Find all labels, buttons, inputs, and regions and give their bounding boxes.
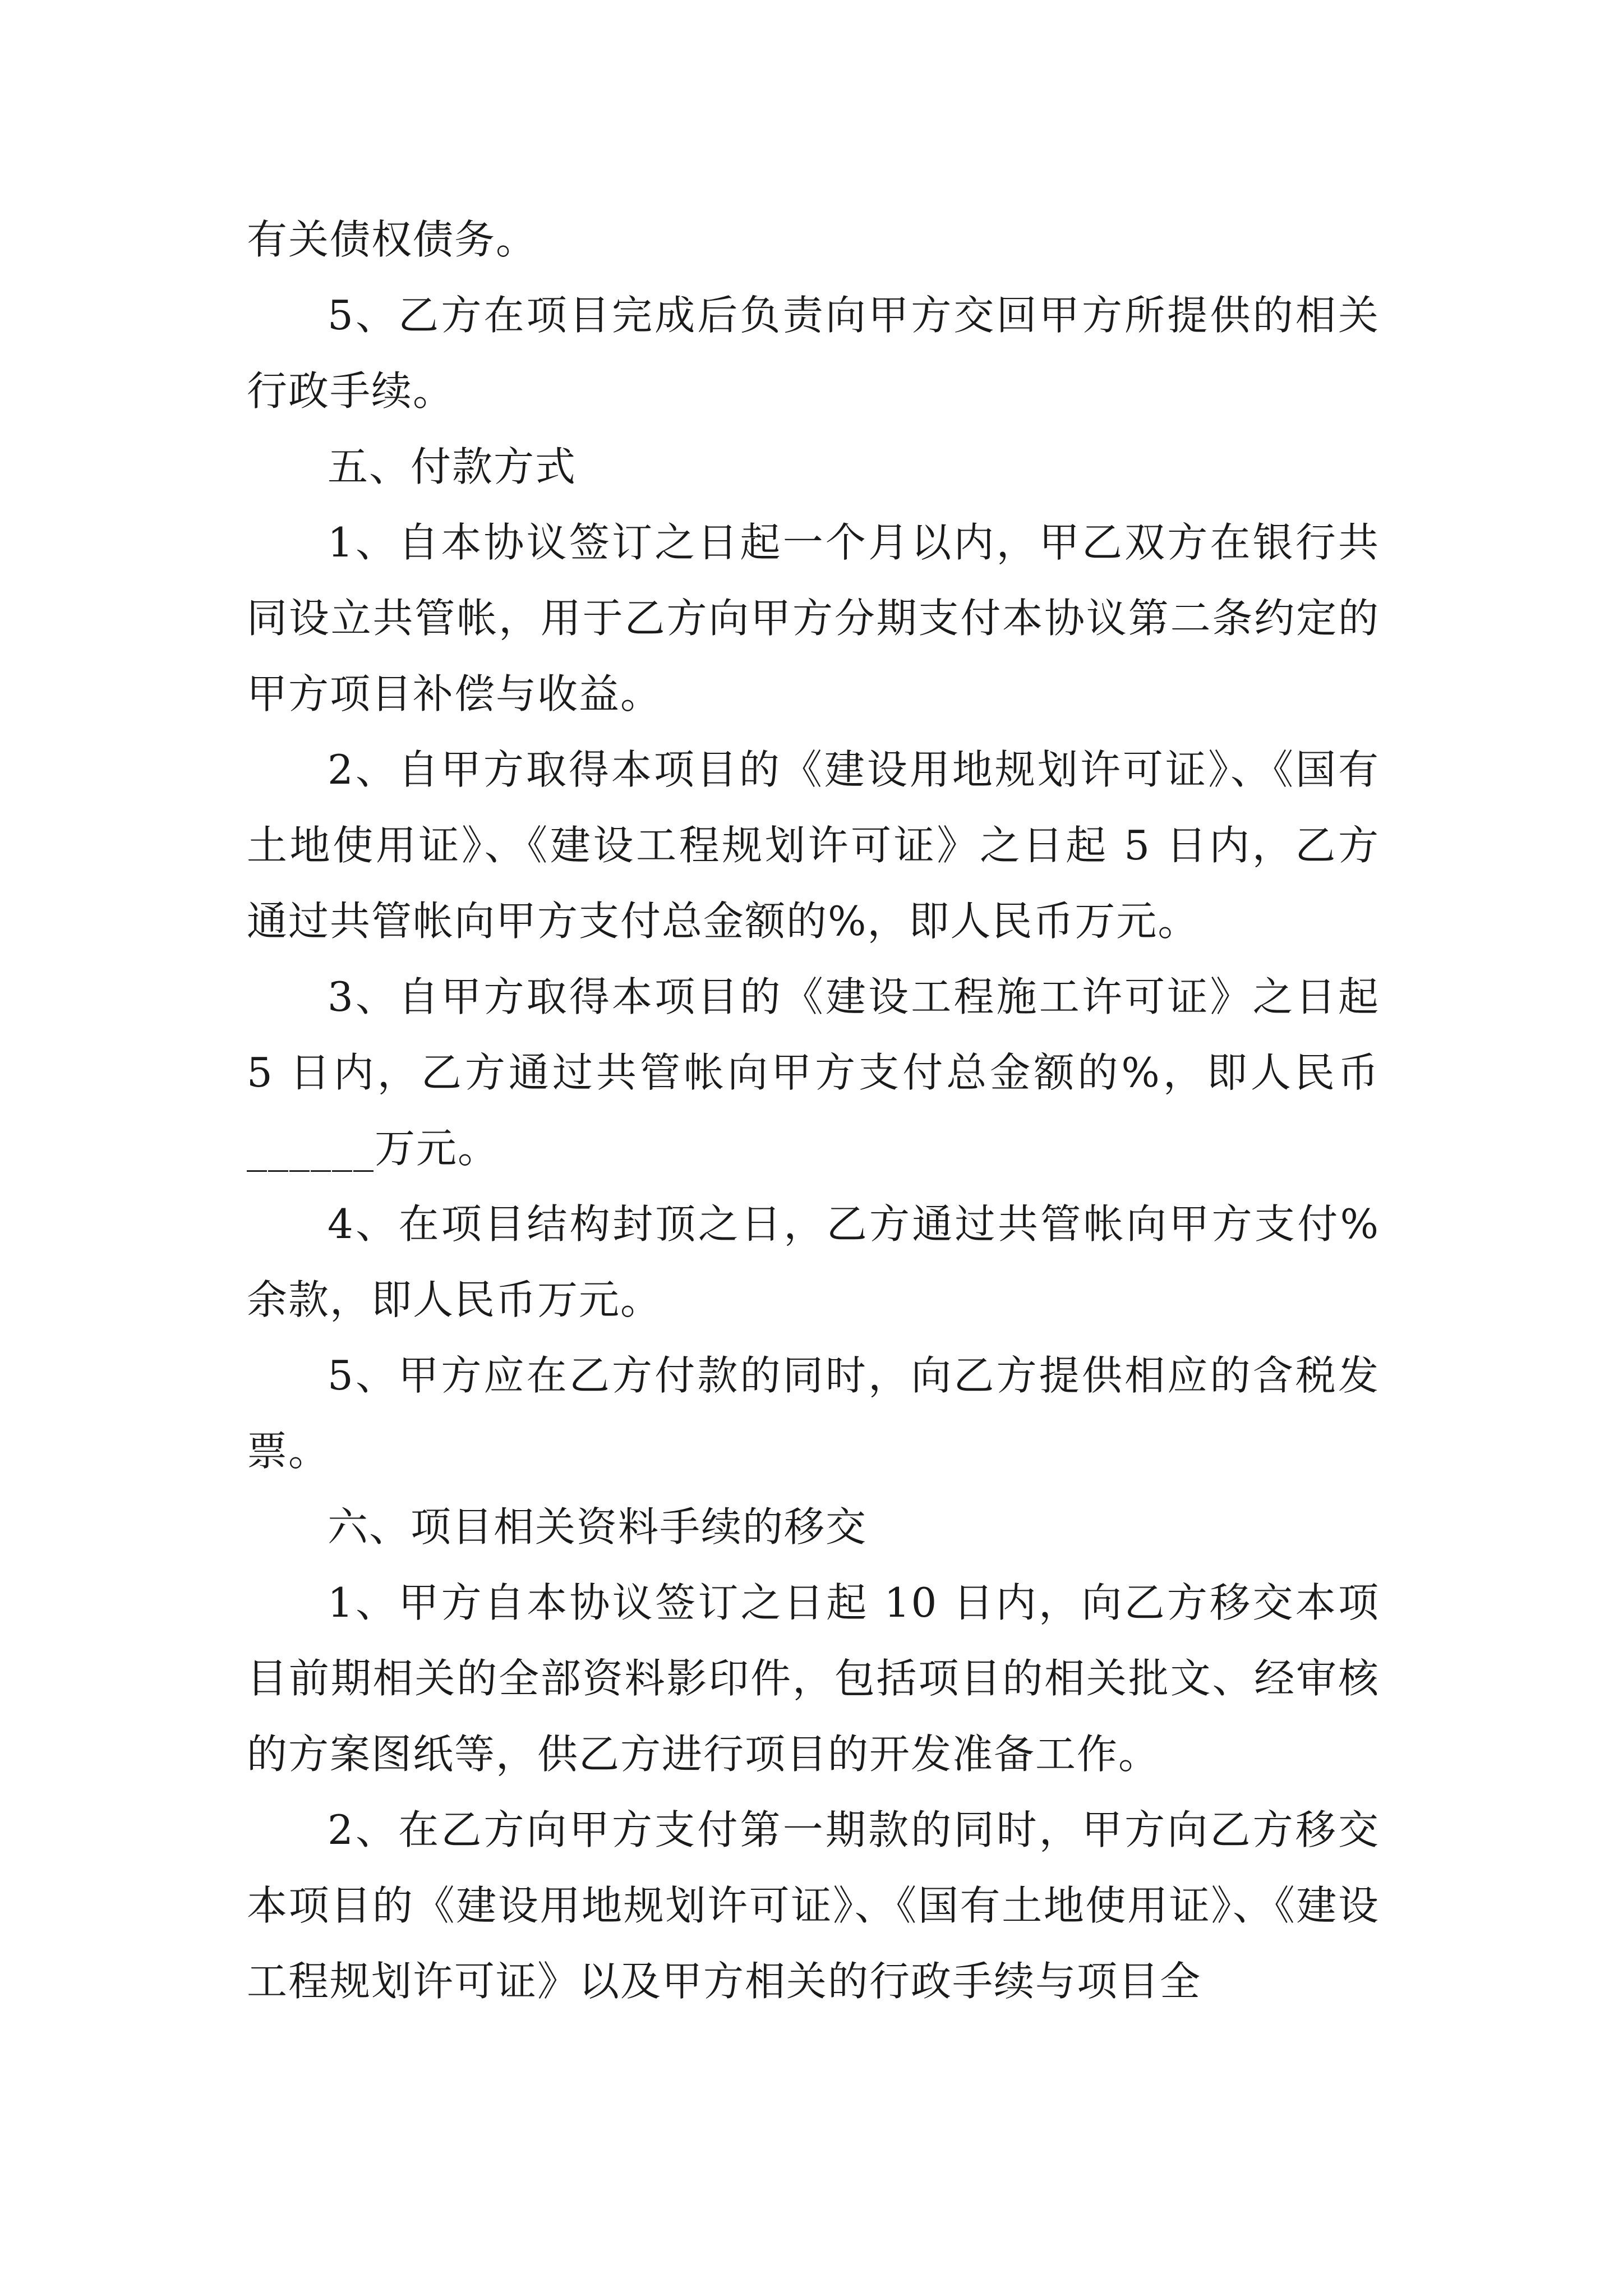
section-heading-payment-method: 五、付款方式 xyxy=(328,443,577,490)
paragraph-handover-item-2: 2、在乙方向甲方支付第一期款的同时，甲方向乙方移交本项目的《建设用地规划许可证》、《国有土地使用证》、《建设工程规划许可证》以及甲方相关的行政手续与项目全 xyxy=(247,1806,1380,2005)
section-heading-document-handover: 六、项目相关资料手续的移交 xyxy=(328,1503,868,1550)
paragraph-payment-item-2: 2、自甲方取得本项目的《建设用地规划许可证》、《国有土地使用证》、《建设工程规划许可证》之日起 5 日内，乙方通过共管帐向甲方支付总金额的%，即人民币万元。 xyxy=(247,746,1380,945)
paragraph-payment-item-1: 1、自本协议签订之日起一个月以内，甲乙双方在银行共同设立共管帐，用于乙方向甲方分期支付本协议第二条约定的甲方项目补偿与收益。 xyxy=(247,519,1380,717)
paragraph-handover-item-1: 1、甲方自本协议签订之日起 10 日内，向乙方移交本项目前期相关的全部资料影印件，包括项目的相关批文、经审核的方案图纸等，供乙方进行项目的开发准备工作。 xyxy=(247,1579,1380,1778)
paragraph-debts-continuation: 有关债权债务。 xyxy=(247,216,538,263)
paragraph-payment-item-3: 3、自甲方取得本项目的《建设工程施工许可证》之日起 5 日内，乙方通过共管帐向甲方支付总金额的%，即人民币______万元。 xyxy=(247,973,1380,1172)
document-body xyxy=(247,202,1380,2019)
paragraph-payment-item-4: 4、在项目结构封顶之日，乙方通过共管帐向甲方支付%余款，即人民币万元。 xyxy=(247,1200,1380,1323)
paragraph-return-admin-procedures: 5、乙方在项目完成后负责向甲方交回甲方所提供的相关行政手续。 xyxy=(247,292,1380,415)
paragraph-payment-item-5: 5、甲方应在乙方付款的同时，向乙方提供相应的含税发票。 xyxy=(247,1352,1380,1475)
